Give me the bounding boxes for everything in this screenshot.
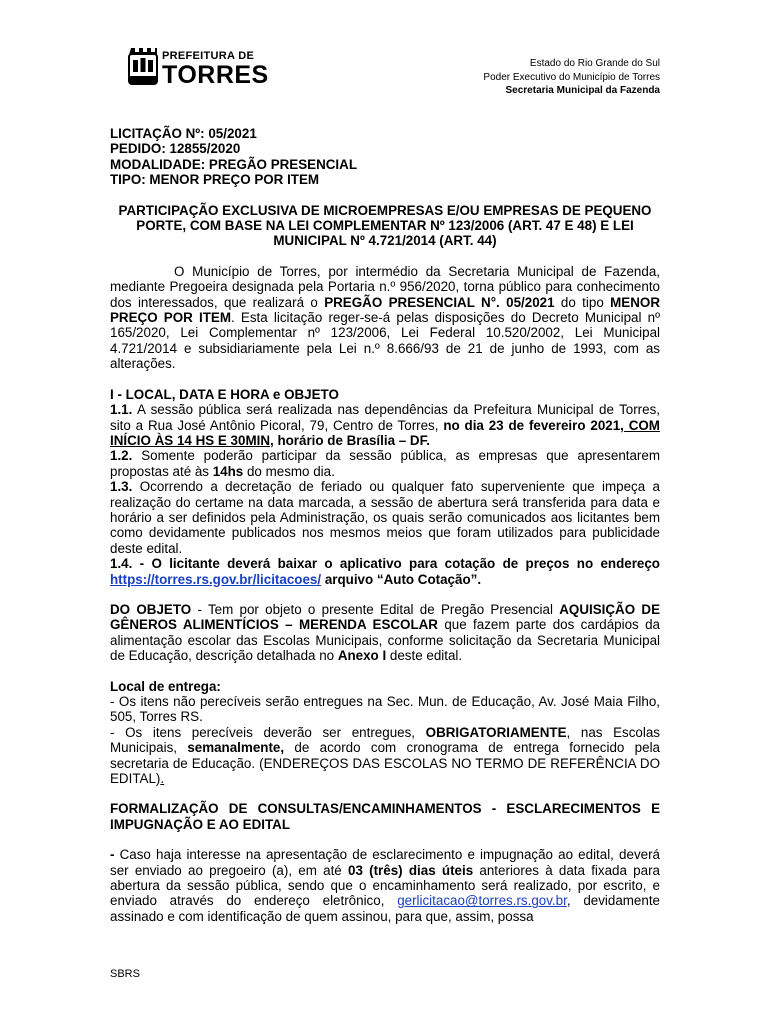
footer-code: SBRS: [110, 968, 140, 980]
secretariat-name: Secretaria Municipal da Fazenda: [505, 85, 660, 96]
pedido-number: PEDIDO: 12855/2020: [110, 141, 241, 157]
licitacoes-link[interactable]: https://torres.rs.gov.br/licitacoes/: [110, 571, 322, 587]
licitacao-number: LICITAÇÃO Nº: 05/2021: [110, 126, 257, 141]
prefeitura-logo: [122, 44, 269, 94]
clause-1-2: 1.2. Somente poderão participar da sessão pública, as empresas que apresentarem propostas até às 14hs do mesmo dia.: [110, 448, 660, 479]
executive-power: Poder Executivo do Município de Torres: [483, 71, 660, 83]
objeto-paragraph: DO OBJETO - Tem por objeto o presente Edital de Pregão Presencial AQUISIÇÃO DE GÊNEROS ALIMENTÍCIOS – MERENDA ESCOLAR que fazem parte dos cardápios da alimentação escolar das Escolas Municipais, conforme solicitação da Secretaria Municipal de Educação, descrição detalhada no Anexo I deste edital.: [110, 601, 660, 664]
intro-paragraph: O Município de Torres, por intermédio da Secretaria Municipal de Fazenda, mediante Pregoeira designada pela Portaria n.º 956/2020, torna público para conhecimento dos interessados, que realizará o PREGÃO PRESENCIAL N°. 05/2021 do tipo MENOR PREÇO POR ITEM. Esta licitação reger-se-á pelas disposições do Decreto Municipal nº 165/2020, Lei Complementar nº 123/2006, Lei Federal 10.520/2002, Lei Municipal 4.721/2014 e subsidiariamente pela Lei n.º 8.666/93 de 21 de junho de 1993, com as alterações.: [110, 263, 660, 372]
email-link[interactable]: gerlicitacao@torres.rs.gov.br: [397, 893, 567, 909]
entrega-line-1: - Os itens não perecíveis serão entregues na Sec. Mun. de Educação, Av. José Maia Filho, 505, Torres RS.: [110, 694, 660, 725]
government-header: [483, 57, 660, 98]
participation-heading: PARTICIPAÇÃO EXCLUSIVA DE MICROEMPRESAS E/OU EMPRESAS DE PEQUENO PORTE, COM BASE NA LEI COMPLEMENTAR Nº 123/2006 (ART. 47 E 48) E LEI MUNICIPAL Nº 4.721/2014 (ART. 44): [118, 202, 652, 249]
clause-1-3: 1.3. Ocorrendo a decretação de feriado ou qualquer fato superveniente que impeça a realização do certame na data marcada, a sessão de abertura será transferida para data e horário a ser definidos pela Administração, os quais serão comunicados aos licitantes bem como devidamente publicados nos mesmos meios que foram utilizados para publicidade deste edital.: [110, 479, 660, 556]
state-name: Estado do Rio Grande do Sul: [529, 58, 660, 69]
torres-crest-icon: [126, 46, 160, 90]
logo-line1: PREFEITURA DE: [162, 50, 255, 62]
section-heading-local: I - LOCAL, DATA E HORA e OBJETO: [110, 386, 339, 402]
formalizacao-paragraph: - Caso haja interesse na apresentação de esclarecimento e impugnação ao edital, deverá ser enviado ao pregoeiro (a), em até 03 (três) dias úteis anteriores à data fixada para abertura da sessão pública, sendo que o encaminhamento será realizado, por escrito, e enviado através do endereço eletrônico, gerlicitacao@torres.rs.gov.br, devidamente assinado e com identificação de quem assinou, para que, assim, possa: [110, 847, 660, 924]
entrega-heading: Local de entrega:: [110, 678, 221, 694]
clause-1-1: 1.1. A sessão pública será realizada nas dependências da Prefeitura Municipal de Torres, sito a Rua José Antônio Picoral, 79, Centro de Torres, no dia 23 de fevereiro 2021, COM INÍCIO ÀS 14 HS E 30MIN, horário de Brasília – DF.: [110, 402, 660, 448]
logo-line2: TORRES: [162, 61, 269, 89]
entrega-line-2: - Os itens perecíveis deverão ser entregues, OBRIGATORIAMENTE, nas Escolas Municipais, semanalmente, de acordo com cronograma de entrega fornecido pela secretaria de Educação. (ENDEREÇOS DAS ESCOLAS NO TERMO DE REFERÊNCIA DO EDITAL).: [110, 724, 661, 787]
formalizacao-heading: FORMALIZAÇÃO DE CONSULTAS/ENCAMINHAMENTOS - ESCLARECIMENTOS E IMPUGNAÇÃO E AO EDITAL: [110, 801, 660, 832]
clause-1-4: 1.4. - O licitante deverá baixar o aplicativo para cotação de preços no endereço https://torres.rs.gov.br/licitacoes/ arquivo “Auto Cotação”.: [110, 556, 660, 587]
tipo: TIPO: MENOR PREÇO POR ITEM: [110, 172, 320, 188]
modalidade: MODALIDADE: PREGÃO PRESENCIAL: [110, 156, 357, 172]
document-body: [110, 126, 660, 924]
